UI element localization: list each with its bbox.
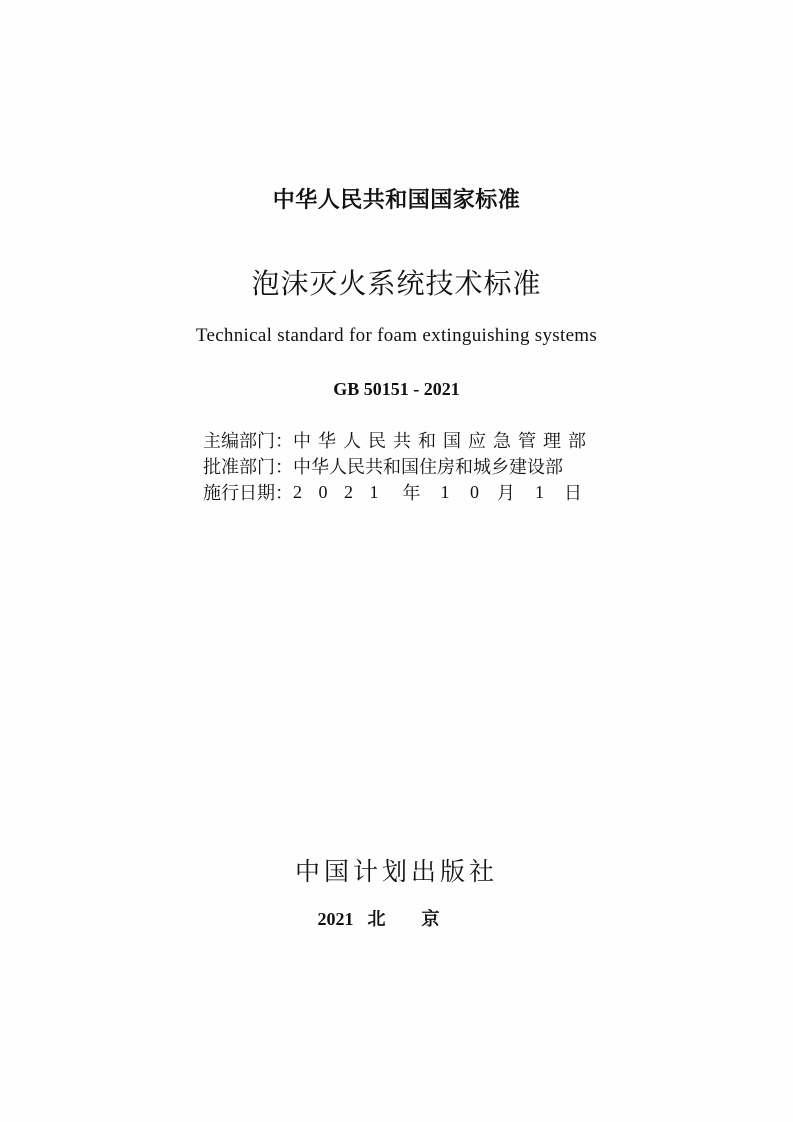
publisher-name: 中国计划出版社 [294, 857, 498, 886]
effective-date-row [203, 479, 593, 505]
day-unit: 日 [564, 483, 582, 504]
title-english: Technical standard for foam extinguishing systems [195, 325, 598, 346]
publish-year: 2021 [317, 909, 354, 929]
approver-value: 中华人民共和国住房和城乡建设部 [293, 457, 563, 478]
publication-place-line [0, 905, 793, 931]
editor-label: 主编部门： [203, 431, 293, 452]
publish-city: 北京 [367, 909, 476, 930]
publication-info [203, 427, 593, 505]
title-chinese: 泡沫灭火系统技术标准 [251, 267, 542, 300]
effective-year: 2 0 2 1 [293, 481, 385, 502]
effective-day: 1 [535, 481, 544, 502]
effective-month: 1 0 [440, 481, 487, 502]
standard-series-heading: 中华人民共和国国家标准 [272, 188, 521, 213]
editor-row [203, 427, 593, 453]
standard-number: GB 50151 - 2021 [333, 379, 460, 399]
editor-value: 中华人民共和国应急管理部 [293, 431, 593, 452]
effective-date-label: 施行日期： [203, 483, 293, 504]
approver-label: 批准部门： [203, 457, 293, 478]
approver-row [203, 453, 593, 479]
month-unit: 月 [497, 483, 515, 504]
year-unit: 年 [402, 483, 421, 504]
